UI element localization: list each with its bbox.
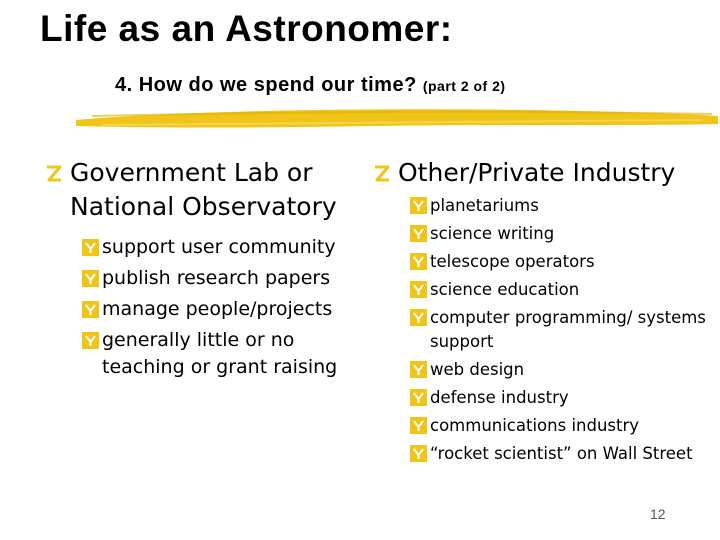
y-bullet-icon xyxy=(410,309,427,326)
yellow-brush-stroke xyxy=(72,104,720,132)
y-bullet-icon xyxy=(410,197,427,214)
y-bullet-icon xyxy=(410,253,427,270)
list-item-text: telescope operators xyxy=(430,252,595,271)
list-item-text: science education xyxy=(430,280,580,299)
right-column xyxy=(372,156,712,470)
list-item-text: web design xyxy=(430,360,525,379)
list-item xyxy=(410,194,712,218)
slide-subtitle xyxy=(115,74,506,97)
list-item-text: generally little or no teaching or grant raising xyxy=(102,329,338,378)
y-bullet-icon xyxy=(410,361,427,378)
left-item-list xyxy=(82,234,374,381)
list-item-text: computer programming/ systems support xyxy=(430,308,706,351)
list-item xyxy=(82,265,374,292)
list-item-text: communications industry xyxy=(430,416,640,435)
list-item xyxy=(410,306,712,354)
y-bullet-icon xyxy=(82,301,99,318)
list-item xyxy=(410,442,712,466)
y-bullet-icon xyxy=(82,239,99,256)
list-item xyxy=(82,296,374,323)
list-item xyxy=(410,250,712,274)
subtitle-text: 4. How do we spend our time? xyxy=(115,74,417,96)
y-bullet-icon xyxy=(410,445,427,462)
list-item xyxy=(82,234,374,261)
list-item-text: defense industry xyxy=(430,388,569,407)
list-item-text: science writing xyxy=(430,224,555,243)
z-bullet-icon xyxy=(372,165,392,183)
slide-title: Life as an Astronomer: xyxy=(40,8,453,49)
left-heading xyxy=(44,156,374,224)
page-number: 12 xyxy=(650,506,666,522)
left-column xyxy=(44,156,374,385)
list-item-text: publish research papers xyxy=(102,267,331,289)
right-heading xyxy=(372,156,712,190)
list-item-text: “rocket scientist” on Wall Street xyxy=(430,444,693,463)
list-item-text: manage people/projects xyxy=(102,298,333,320)
list-item xyxy=(410,278,712,302)
y-bullet-icon xyxy=(82,332,99,349)
list-item xyxy=(410,414,712,438)
list-item xyxy=(410,222,712,246)
y-bullet-icon xyxy=(410,417,427,434)
y-bullet-icon xyxy=(410,389,427,406)
subtitle-note: (part 2 of 2) xyxy=(422,78,506,94)
y-bullet-icon xyxy=(82,270,99,287)
list-item xyxy=(410,358,712,382)
left-heading-text: Government Lab or National Observatory xyxy=(70,158,337,221)
list-item-text: planetariums xyxy=(430,196,539,215)
list-item-text: support user community xyxy=(102,236,336,258)
y-bullet-icon xyxy=(410,281,427,298)
list-item xyxy=(410,386,712,410)
z-bullet-icon xyxy=(44,165,64,183)
list-item xyxy=(82,327,374,381)
right-item-list xyxy=(410,194,712,466)
right-heading-text: Other/Private Industry xyxy=(398,158,676,187)
y-bullet-icon xyxy=(410,225,427,242)
